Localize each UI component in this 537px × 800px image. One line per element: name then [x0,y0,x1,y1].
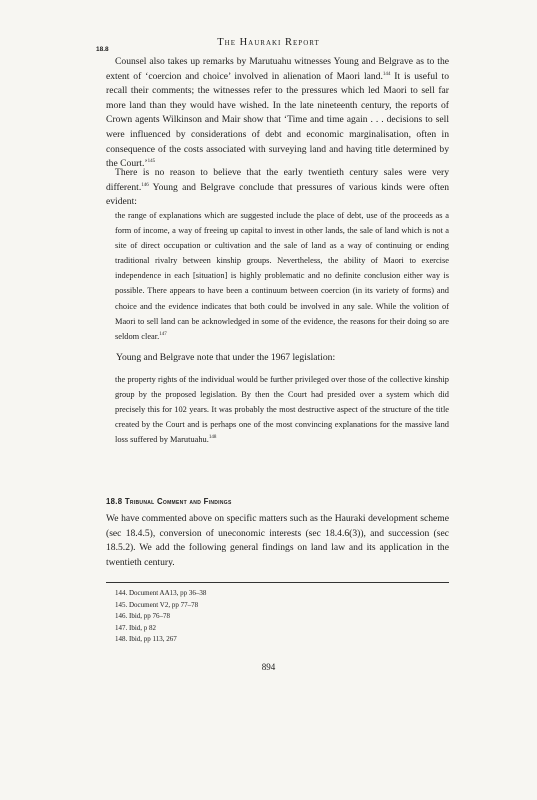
footnote-ref-147[interactable]: 147 [159,331,167,337]
paragraph-findings: We have commented above on specific matters such as the Hauraki development scheme (sec 18.4.5), conversion of uneconomic interests (sec 18.4.6(3)), and succession (sec 18.5.2). We add the following general findings on land law and its application in the twentieth century. [106,513,449,568]
footnote-147: 147. Ibid, p 82 [115,623,157,632]
footnote-ref-144[interactable]: 144 [382,71,391,77]
block-quote-property-rights [115,372,449,447]
paragraph-text: Young and Belgrave conclude that pressures of various kinds were often evident: [106,181,449,208]
footnote-list [115,588,445,646]
paragraph-text: Counsel also takes up remarks by Marutuahu witnesses Young and Belgrave as to the extent of ‘coercion and choice’ involved in alienation of Maori land. [106,56,449,82]
quote-text: the property rights of the individual would be further privileged over those of the collective kinship group by the proposed legislation. By then the Court had presided over a system which did precisely this for 102 years. It was probably the most destructive aspect of the structure of the title created by the Court and is perhaps one of the most convincing explanations for the massive land loss suffered by Marutuahu. [115,375,449,445]
footnote-ref-146[interactable]: 146 [141,182,149,188]
footnote-148: 148. Ibid, pp 113, 267 [115,635,177,644]
block-quote-explanations [115,208,449,344]
page-number: 894 [261,662,276,672]
footnote-ref-145[interactable]: 145 [147,158,156,164]
footnote-146: 146. Ibid, pp 76–78 [115,612,171,621]
section-marker: 18.8 [96,46,109,53]
footnote-145: 145. Document V2, pp 77–78 [115,600,199,609]
section-heading: 18.8 Tribunal Comment and Findings [106,497,232,506]
footnote-ref-148[interactable]: 148 [208,435,217,441]
paragraph-text: There is no reason to believe that the early twentieth century sales were very different. [106,167,449,193]
paragraph-counsel [106,55,449,172]
quote-text: the range of explanations which are suggested include the place of debt, use of the proceeds as a form of income, a way of freeing up capital to invest in other lands, the sale of land which is not a site of direct occupation or cultivation and the sale of land as a way of continuing or ending traditional rivalry between kinship groups. Nevertheless, the ability of Maori to exercise independence in each [situation] is highly problematic and no definite conclusion either way is possible. There appears to have been a continuum between coercion (in its variety of forms) and choice and the evidence indicates that both could be involved in any sale. While the volition of Maori to sell land can be acknowledged in some of the evidence, the reasons for their doing so are seldom clear. [115,211,449,341]
footnote-144: 144. Document AA13, pp 36–38 [115,589,207,597]
running-head: The Hauraki Report [217,37,320,48]
paragraph-no-reason [106,166,449,210]
paragraph-text: It is useful to recall their comments; the witnesses refer to the pressures which led Maori to sell far more land than they would have wished. In the late nineteenth century, the reports of Crown agents Wilkinson and Mair show that ‘Time and time again . . . decisions to sell were influenced by considerations of debt and economic marginalisation, often in consequence of the costs associated with surveying land and having title determined by the Court.’ [106,70,449,170]
paragraph-1967-legislation: Young and Belgrave note that under the 1967 legislation: [116,352,336,363]
footnote-divider [106,582,449,583]
